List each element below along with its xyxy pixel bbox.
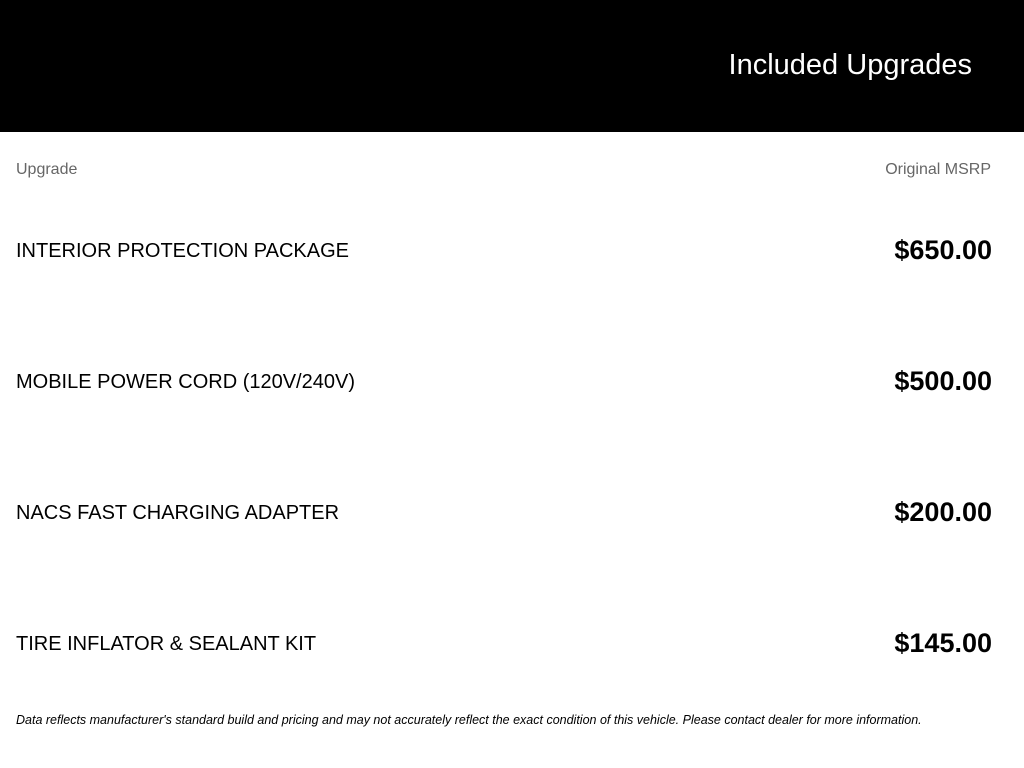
upgrade-price: $200.00	[894, 497, 992, 527]
upgrade-name: MOBILE POWER CORD (120V/240V)	[16, 371, 355, 393]
list-item	[16, 482, 992, 613]
list-item	[16, 351, 992, 482]
upgrade-price: $500.00	[894, 366, 992, 396]
upgrade-column-header: Upgrade	[16, 161, 78, 178]
msrp-column-header: Original MSRP	[885, 161, 991, 178]
upgrade-name: TIRE INFLATOR & SEALANT KIT	[16, 633, 317, 655]
header-bar	[0, 0, 1024, 132]
upgrade-price: $145.00	[894, 628, 992, 658]
upgrade-price: $650.00	[894, 235, 992, 265]
upgrade-name: NACS FAST CHARGING ADAPTER	[16, 502, 340, 524]
list-item	[16, 220, 992, 351]
page-title: Included Upgrades	[728, 49, 972, 81]
upgrades-list	[16, 220, 992, 744]
upgrade-name: INTERIOR PROTECTION PACKAGE	[16, 240, 349, 262]
column-headers	[16, 160, 992, 180]
disclaimer: Data reflects manufacturer's standard build and pricing and may not accurately reflect the exact condition of this vehicle. Please contact dealer for more information.	[16, 713, 922, 727]
